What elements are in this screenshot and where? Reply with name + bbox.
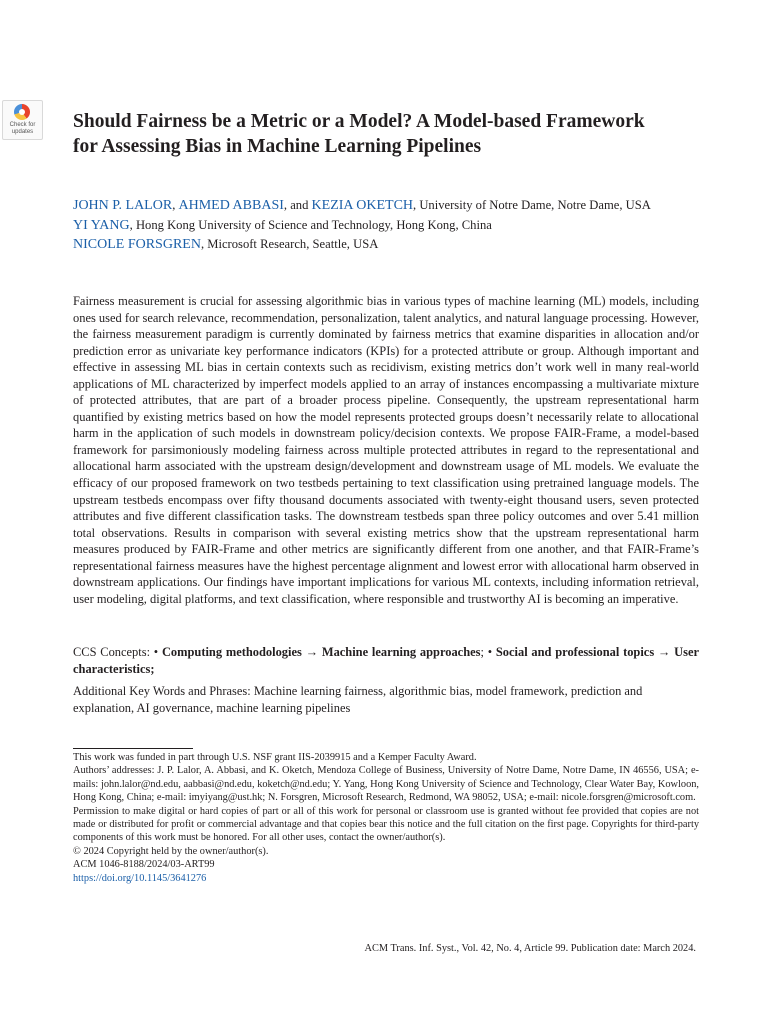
issn-line: ACM 1046-8188/2024/03-ART99 — [73, 859, 215, 871]
keywords: Additional Key Words and Phrases: Machine learning fairness, algorithmic bias, model framework, prediction and explanation, AI governance, machine learning pipelines — [73, 684, 643, 715]
doi-link[interactable]: https://doi.org/10.1145/3641276 — [73, 872, 207, 884]
author-affiliation: Microsoft Research, Seattle, USA — [207, 237, 379, 251]
author-name[interactable]: YI YANG — [73, 217, 130, 233]
author-line: YI YANG, Hong Kong University of Science and Technology, Hong Kong, China — [73, 217, 492, 233]
author-line: JOHN P. LALOR, AHMED ABBASI, and KEZIA OKETCH, University of Notre Dame, Notre Dame, USA — [73, 198, 651, 213]
author-name[interactable]: AHMED ABBASI — [178, 198, 284, 213]
author-name[interactable]: KEZIA OKETCH — [311, 198, 414, 213]
check-for-updates-badge[interactable] — [2, 100, 43, 140]
footnote-divider — [73, 748, 193, 749]
author-block — [73, 196, 699, 255]
copyright-line: © 2024 Copyright held by the owner/author(s). — [73, 845, 269, 857]
author-line: NICOLE FORSGREN, Microsoft Research, Seattle, USA — [73, 237, 379, 252]
abstract: Fairness measurement is crucial for assessing algorithmic bias in various types of machine learning (ML) models, including ones used for search relevance, recommendation, personalization, talent analytics, and natural language processing. However, the fairness measurement paradigm is currently dominated by fairness metrics that examine disparities in allocation and/or prediction error as univariate key performance indicators (KPIs) for a protected attribute or group. Although important and effective in assessing ML bias in certain contexts such as recidivism, existing metrics don’t work well in many real-world applications of ML characterized by imperfect models applied to an array of instances encompassing a multivariate mixture of protected attributes, that are part of a broader process pipeline. Consequently, the upstream representational harm quantified by existing metrics based on how the model represents protected groups doesn’t necessarily relate to allocational harm in the application of such models in downstream policy/decision contexts. We propose FAIR-Frame, a model-based framework for parsimoniously modeling fairness across multiple protected attributes in regard to the representational and allocational harm associated with the upstream design/development and downstream usage of ML models. We evaluate the efficacy of our proposed framework on two testbeds pertaining to text classification using pretrained language models. The upstream testbeds encompass over fifty thousand documents associated with twenty-eight thousand users, seven protected attributes and five different classification tasks. The downstream testbeds span three policy outcomes and over 5.41 million total observations. Results in comparison with several existing metrics show that the upstream representational harm measures produced by FAIR-Frame and other metrics are significantly different from one another, and that FAIR-Frame’s representational fairness measures have the highest percentage alignment and lowest error with allocational harm observed in downstream applications. Our findings have important implications for various ML contexts, including information retrieval, user modeling, digital platforms, and text classification, where responsible and trustworthy AI is becoming an imperative. — [73, 294, 699, 606]
funding-note: This work was funded in part through U.S. NSF grant IIS-2039915 and a Kemper Faculty Award. — [73, 752, 477, 763]
ccs-concepts: CCS Concepts: • Computing methodologies → Machine learning approaches; • Social and professional topics → User characteristics; — [73, 645, 700, 676]
permission-notice: Permission to make digital or hard copies of part or all of this work for personal or classroom use is granted without fee provided that copies are not made or distributed for profit or commercial advantage and that copies bear this notice and the full citation on the first page. Copyrights for third-party components of this work must be honored. For all other uses, contact the owner/author(s). — [73, 805, 699, 844]
journal-footer: ACM Trans. Inf. Syst., Vol. 42, No. 4, Article 99. Publication date: March 2024. — [364, 943, 696, 954]
author-affiliation: Hong Kong University of Science and Technology, Hong Kong, China — [135, 217, 492, 232]
footnotes — [73, 751, 699, 885]
badge-text: Check for updates — [9, 122, 36, 135]
author-name[interactable]: JOHN P. LALOR — [73, 198, 173, 213]
ccs-concept-2: Social and professional topics → User characteristics; — [73, 645, 700, 676]
ccs-concept-1: Computing methodologies → Machine learning approaches — [161, 645, 481, 659]
author-addresses: Authors’ addresses: J. P. Lalor, A. Abbasi, and K. Oketch, Mendoza College of Business, University of Notre Dame, Notre Dame, IN 46556, USA; e-mails: john.lalor@nd.edu, aabbasi@nd.edu, koketch@nd.edu; Y. Yang, Hong Kong University of Science and Technology, Clear Water Bay, Kowloon, Hong Kong, China; e-mail: imyiyang@ust.hk; N. Forsgren, Microsoft Research, Redmond, WA 98052, USA; e-mail: nicole.forsgren@microsoft.com. — [73, 765, 699, 804]
paper-title: Should Fairness be a Metric or a Model? A Model-based Framework for Assessing Bias in Machine Learning Pipelines — [73, 111, 645, 157]
author-affiliation: University of Notre Dame, Notre Dame, USA — [419, 198, 651, 212]
author-name[interactable]: NICOLE FORSGREN — [73, 237, 201, 252]
crossmark-icon — [14, 104, 30, 120]
